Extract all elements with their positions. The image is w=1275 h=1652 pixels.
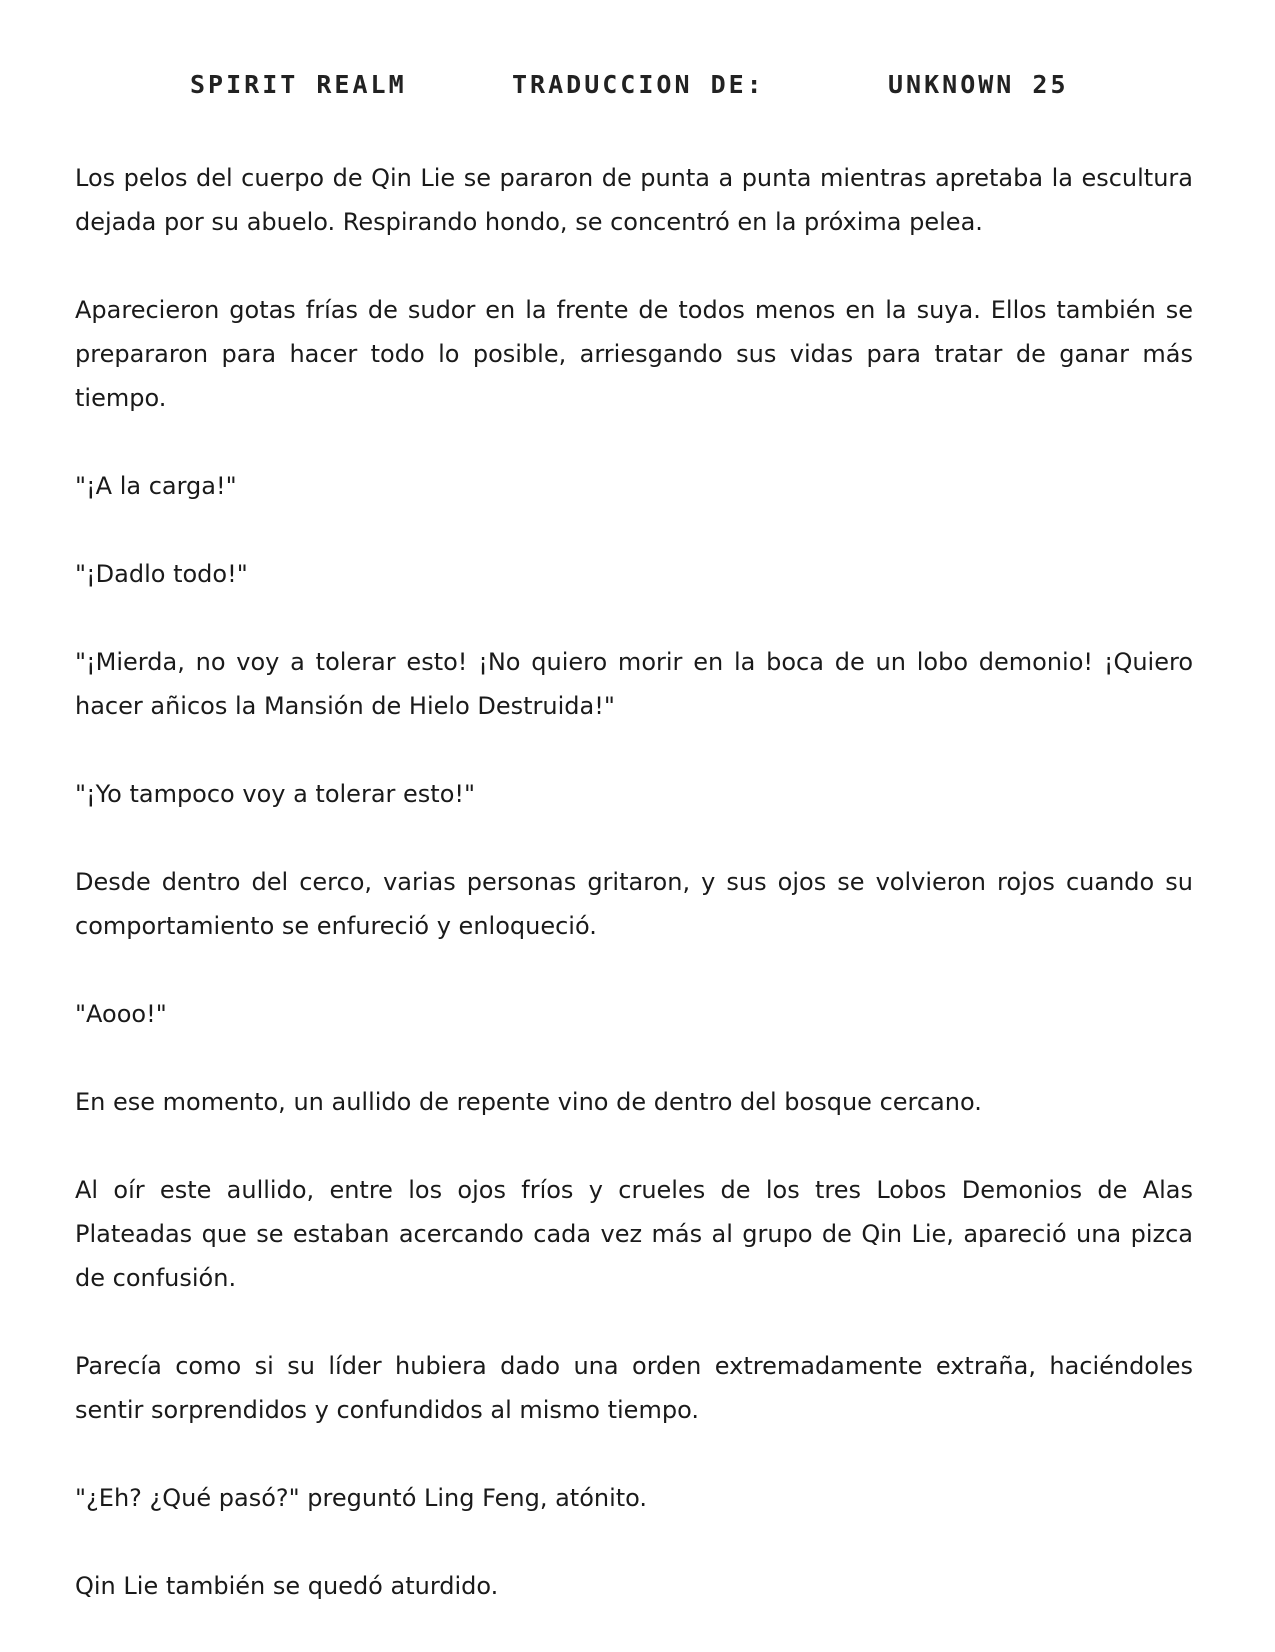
paragraph: Qin Lie también se quedó aturdido. (75, 1572, 499, 1600)
paragraph: Los pelos del cuerpo de Qin Lie se pararon de punta a punta mientras apretaba la escultura dejada por su abuelo. Respirando hondo, se concentró en la próxima pelea. (75, 164, 1193, 236)
dialogue-line: "Aooo!" (75, 1000, 167, 1028)
dialogue-line: "¡A la carga!" (75, 472, 237, 500)
paragraph: Desde dentro del cerco, varias personas gritaron, y sus ojos se volvieron rojos cuando su comportamiento se enfureció y enloqueció. (75, 868, 1193, 940)
paragraph: Parecía como si su líder hubiera dado una orden extremadamente extraña, haciéndoles sentir sorprendidos y confundidos al mismo tiempo. (75, 1352, 1193, 1424)
dialogue-line: "¡Dadlo todo!" (75, 560, 248, 588)
header-translation-label: TRADUCCION DE: (512, 70, 765, 99)
dialogue-line: "¡Yo tampoco voy a tolerar esto!" (75, 780, 476, 808)
dialogue-line: "¡Mierda, no voy a tolerar esto! ¡No quiero morir en la boca de un lobo demonio! ¡Quiero hacer añicos la Mansión de Hielo Destruida!" (75, 648, 1193, 720)
dialogue-line: "¿Eh? ¿Qué pasó?" preguntó Ling Feng, atónito. (75, 1484, 648, 1512)
header-series-title: SPIRIT REALM (190, 70, 407, 99)
header-translator-name: UNKNOWN 25 (888, 70, 1069, 99)
page-header (0, 70, 1275, 110)
paragraph: Aparecieron gotas frías de sudor en la frente de todos menos en la suya. Ellos también se prepararon para hacer todo lo posible, arriesgando sus vidas para tratar de ganar más tiempo. (75, 296, 1193, 412)
document-body (75, 156, 1193, 1652)
paragraph: En ese momento, un aullido de repente vino de dentro del bosque cercano. (75, 1088, 982, 1116)
paragraph: Al oír este aullido, entre los ojos fríos y crueles de los tres Lobos Demonios de Alas Plateadas que se estaban acercando cada vez más al grupo de Qin Lie, apareció una pizca de confusión. (75, 1176, 1193, 1292)
